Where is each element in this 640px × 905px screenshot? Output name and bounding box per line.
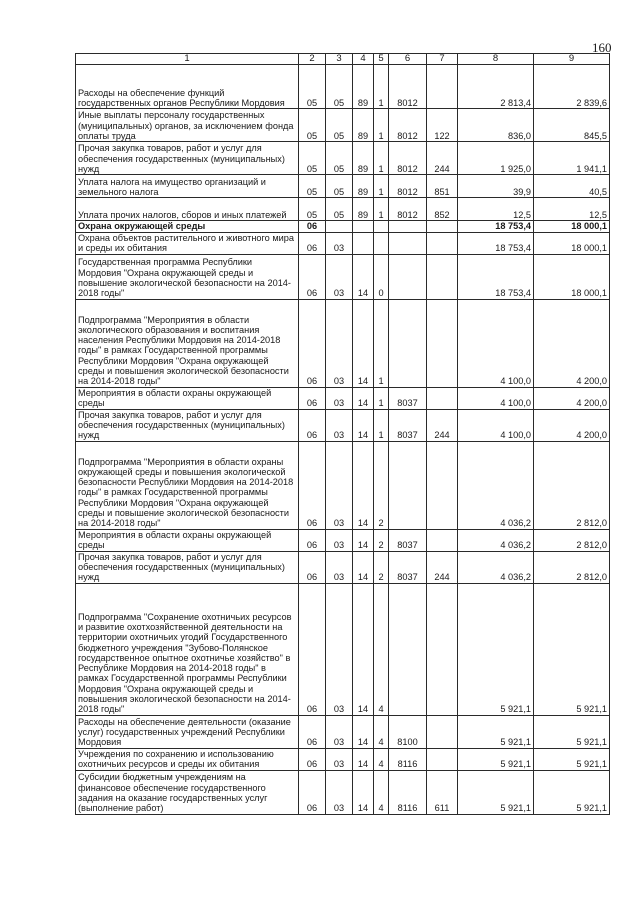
row-value-cell-9: 845,5	[534, 109, 610, 142]
row-value-cell-9: 2 812,0	[534, 529, 610, 551]
row-value-cell-4	[353, 221, 374, 232]
row-value-cell-8: 12,5	[458, 198, 534, 221]
row-value-cell-6: 8037	[389, 387, 427, 409]
row-value-cell-3: 05	[326, 142, 353, 175]
row-value-cell-5: 4	[374, 748, 389, 770]
row-value-cell-7	[427, 254, 458, 299]
table-row	[76, 175, 610, 198]
row-value-cell-9: 2 839,6	[534, 65, 610, 109]
row-value-cell-4: 89	[353, 65, 374, 109]
row-value-cell-2: 06	[299, 441, 326, 529]
table-row	[76, 254, 610, 299]
row-name-cell: Охрана объектов растительного и животного мира и среды их обитания	[76, 232, 299, 254]
row-value-cell-9: 2 812,0	[534, 551, 610, 583]
row-value-cell-8: 5 921,1	[458, 748, 534, 770]
row-value-cell-7: 244	[427, 142, 458, 175]
row-value-cell-6: 8012	[389, 109, 427, 142]
row-value-cell-4: 14	[353, 299, 374, 387]
row-value-cell-9: 5 921,1	[534, 770, 610, 814]
row-value-cell-8: 4 100,0	[458, 409, 534, 441]
row-name-cell: Прочая закупка товаров, работ и услуг для обеспечения государственных (муниципальных) нужд	[76, 409, 299, 441]
row-value-cell-5: 0	[374, 254, 389, 299]
row-value-cell-3: 03	[326, 551, 353, 583]
row-value-cell-6	[389, 232, 427, 254]
row-value-cell-2: 06	[299, 715, 326, 748]
table-row	[76, 551, 610, 583]
row-value-cell-5: 1	[374, 175, 389, 198]
row-name-cell: Подпрограмма "Мероприятия в области экологического образования и воспитания населения Республики Мордовия на 2014-2018 годы" в рамках Государственной программы Республики Мордовия "Охрана окружающей среды и повышения экологической безопасности на 2014-2018 годы"	[76, 299, 299, 387]
row-value-cell-6: 8012	[389, 198, 427, 221]
row-value-cell-2: 06	[299, 529, 326, 551]
table-row	[76, 387, 610, 409]
row-value-cell-2: 06	[299, 387, 326, 409]
row-value-cell-4: 14	[353, 529, 374, 551]
row-value-cell-6: 8012	[389, 175, 427, 198]
row-value-cell-9: 4 200,0	[534, 409, 610, 441]
row-value-cell-4: 14	[353, 770, 374, 814]
row-name-cell: Расходы на обеспечение функций государственных органов Республики Мордовия	[76, 65, 299, 109]
table-row	[76, 409, 610, 441]
row-name-cell: Прочая закупка товаров, работ и услуг для обеспечения государственных (муниципальных) нужд	[76, 551, 299, 583]
row-value-cell-7	[427, 583, 458, 715]
row-value-cell-3: 03	[326, 748, 353, 770]
row-value-cell-6: 8012	[389, 65, 427, 109]
table-row	[76, 109, 610, 142]
row-value-cell-5: 1	[374, 142, 389, 175]
row-value-cell-4: 89	[353, 198, 374, 221]
row-value-cell-8: 5 921,1	[458, 583, 534, 715]
table-row	[76, 770, 610, 814]
row-value-cell-7: 244	[427, 409, 458, 441]
row-value-cell-8: 5 921,1	[458, 770, 534, 814]
row-name-cell: Уплата налога на имущество организаций и земельного налога	[76, 175, 299, 198]
row-value-cell-6: 8037	[389, 529, 427, 551]
row-value-cell-7	[427, 748, 458, 770]
row-value-cell-7	[427, 715, 458, 748]
row-name-cell: Иные выплаты персоналу государственных (муниципальных) органов, за исключением фонда оплаты труда	[76, 109, 299, 142]
row-value-cell-3: 03	[326, 387, 353, 409]
header-cell: 9	[534, 54, 610, 65]
row-value-cell-3: 03	[326, 232, 353, 254]
row-value-cell-2: 06	[299, 409, 326, 441]
row-value-cell-3	[326, 221, 353, 232]
row-name-cell: Охрана окружающей среды	[76, 221, 299, 232]
row-value-cell-7: 852	[427, 198, 458, 221]
table-row	[76, 198, 610, 221]
row-value-cell-2: 06	[299, 748, 326, 770]
row-value-cell-6: 8116	[389, 770, 427, 814]
row-value-cell-7: 122	[427, 109, 458, 142]
row-value-cell-6: 8012	[389, 142, 427, 175]
row-name-cell: Подпрограмма "Сохранение охотничьих ресурсов и развитие охотхозяйственной деятельности на территории охотничьих угодий Государственного бюджетного учреждения "Зубово-Полянское государственное опытное охотничье хозяйство" в Республике Мордовия на 2014-2018 годы" в рамках Государственной программы Республики Мордовия "Охрана окружающей среды и повышения экологической безопасности на 2014-2018 годы"	[76, 583, 299, 715]
row-value-cell-4: 89	[353, 142, 374, 175]
row-value-cell-9: 1 941,1	[534, 142, 610, 175]
row-value-cell-2: 06	[299, 254, 326, 299]
row-value-cell-9: 18 000,1	[534, 232, 610, 254]
header-cell: 3	[326, 54, 353, 65]
row-value-cell-7: 244	[427, 551, 458, 583]
page-number: 160	[592, 40, 612, 55]
row-value-cell-9: 2 812,0	[534, 441, 610, 529]
row-value-cell-4: 14	[353, 409, 374, 441]
row-name-cell: Мероприятия в области охраны окружающей среды	[76, 387, 299, 409]
table-row	[76, 65, 610, 109]
row-value-cell-9: 5 921,1	[534, 583, 610, 715]
row-name-cell: Прочая закупка товаров, работ и услуг для обеспечения государственных (муниципальных) нужд	[76, 142, 299, 175]
row-value-cell-3: 03	[326, 441, 353, 529]
table-row	[76, 142, 610, 175]
row-value-cell-5: 1	[374, 198, 389, 221]
row-value-cell-4: 14	[353, 254, 374, 299]
row-value-cell-2: 05	[299, 65, 326, 109]
row-value-cell-8: 1 925,0	[458, 142, 534, 175]
row-value-cell-7	[427, 441, 458, 529]
row-value-cell-9: 18 000,1	[534, 221, 610, 232]
row-value-cell-6	[389, 254, 427, 299]
row-value-cell-9: 5 921,1	[534, 748, 610, 770]
row-value-cell-7	[427, 65, 458, 109]
row-value-cell-2: 06	[299, 583, 326, 715]
row-value-cell-3: 03	[326, 583, 353, 715]
row-value-cell-5: 2	[374, 529, 389, 551]
row-value-cell-2: 06	[299, 770, 326, 814]
row-value-cell-3: 03	[326, 299, 353, 387]
row-value-cell-8: 18 753,4	[458, 254, 534, 299]
row-value-cell-3: 03	[326, 770, 353, 814]
row-value-cell-8: 4 036,2	[458, 551, 534, 583]
row-value-cell-3: 05	[326, 65, 353, 109]
row-value-cell-7	[427, 221, 458, 232]
row-value-cell-9: 12,5	[534, 198, 610, 221]
header-cell: 7	[427, 54, 458, 65]
row-value-cell-2: 06	[299, 232, 326, 254]
row-value-cell-8: 18 753,4	[458, 221, 534, 232]
row-value-cell-8: 5 921,1	[458, 715, 534, 748]
header-cell: 2	[299, 54, 326, 65]
row-value-cell-6: 8100	[389, 715, 427, 748]
row-value-cell-5: 1	[374, 109, 389, 142]
row-value-cell-6	[389, 299, 427, 387]
row-value-cell-5: 2	[374, 551, 389, 583]
table-row	[76, 232, 610, 254]
row-value-cell-8: 2 813,4	[458, 65, 534, 109]
row-value-cell-2: 06	[299, 299, 326, 387]
row-value-cell-7: 611	[427, 770, 458, 814]
row-value-cell-3: 03	[326, 715, 353, 748]
row-value-cell-5	[374, 221, 389, 232]
row-value-cell-9: 4 200,0	[534, 387, 610, 409]
row-value-cell-5: 4	[374, 715, 389, 748]
row-value-cell-4	[353, 232, 374, 254]
row-value-cell-7	[427, 529, 458, 551]
row-value-cell-9: 4 200,0	[534, 299, 610, 387]
row-value-cell-9: 5 921,1	[534, 715, 610, 748]
row-value-cell-3: 03	[326, 529, 353, 551]
row-value-cell-3: 03	[326, 254, 353, 299]
row-value-cell-2: 05	[299, 175, 326, 198]
row-value-cell-8: 4 036,2	[458, 529, 534, 551]
row-value-cell-6	[389, 221, 427, 232]
table-row	[76, 529, 610, 551]
row-value-cell-5: 1	[374, 409, 389, 441]
header-cell: 6	[389, 54, 427, 65]
row-value-cell-4: 14	[353, 441, 374, 529]
row-value-cell-4: 89	[353, 175, 374, 198]
row-value-cell-4: 14	[353, 748, 374, 770]
row-value-cell-8: 18 753,4	[458, 232, 534, 254]
row-value-cell-4: 89	[353, 109, 374, 142]
row-value-cell-9: 40,5	[534, 175, 610, 198]
row-value-cell-5	[374, 232, 389, 254]
row-name-cell: Уплата прочих налогов, сборов и иных платежей	[76, 198, 299, 221]
table-row	[76, 221, 610, 232]
row-value-cell-5: 1	[374, 387, 389, 409]
row-value-cell-5: 2	[374, 441, 389, 529]
row-value-cell-8: 4 036,2	[458, 441, 534, 529]
header-cell: 4	[353, 54, 374, 65]
row-value-cell-3: 05	[326, 198, 353, 221]
row-value-cell-8: 4 100,0	[458, 387, 534, 409]
row-value-cell-8: 836,0	[458, 109, 534, 142]
row-name-cell: Мероприятия в области охраны окружающей среды	[76, 529, 299, 551]
table-row	[76, 715, 610, 748]
table-row	[76, 299, 610, 387]
row-value-cell-8: 39,9	[458, 175, 534, 198]
row-name-cell: Подпрограмма "Мероприятия в области охраны окружающей среды и повышения экологической безопасности Республики Мордовия на 2014-2018 годы" в рамках Государственной программы Республики Мордовия "Охрана окружающей среды и повышение экологической безопасности на 2014-2018 годы"	[76, 441, 299, 529]
row-value-cell-2: 06	[299, 551, 326, 583]
row-value-cell-2: 05	[299, 198, 326, 221]
row-value-cell-5: 4	[374, 583, 389, 715]
row-value-cell-6	[389, 583, 427, 715]
header-row	[76, 54, 610, 65]
row-name-cell: Расходы на обеспечение деятельности (оказание услуг) государственных учреждений Республики Мордовия	[76, 715, 299, 748]
row-value-cell-7	[427, 299, 458, 387]
budget-table	[75, 53, 610, 815]
row-value-cell-2: 06	[299, 221, 326, 232]
row-value-cell-6: 8037	[389, 409, 427, 441]
row-value-cell-5: 4	[374, 770, 389, 814]
row-value-cell-6: 8037	[389, 551, 427, 583]
row-value-cell-4: 14	[353, 387, 374, 409]
row-value-cell-6	[389, 441, 427, 529]
header-cell: 8	[458, 54, 534, 65]
row-value-cell-4: 14	[353, 583, 374, 715]
table-row	[76, 583, 610, 715]
row-value-cell-4: 14	[353, 715, 374, 748]
row-value-cell-2: 05	[299, 109, 326, 142]
table-row	[76, 441, 610, 529]
row-value-cell-3: 05	[326, 175, 353, 198]
row-value-cell-5: 1	[374, 299, 389, 387]
row-value-cell-7	[427, 387, 458, 409]
row-value-cell-3: 05	[326, 109, 353, 142]
table-row	[76, 748, 610, 770]
row-name-cell: Государственная программа Республики Мордовия "Охрана окружающей среды и повышение экологической безопасности на 2014-2018 годы"	[76, 254, 299, 299]
row-value-cell-6: 8116	[389, 748, 427, 770]
row-value-cell-9: 18 000,1	[534, 254, 610, 299]
row-value-cell-7	[427, 232, 458, 254]
row-value-cell-7: 851	[427, 175, 458, 198]
row-value-cell-4: 14	[353, 551, 374, 583]
header-cell: 1	[76, 54, 299, 65]
header-cell: 5	[374, 54, 389, 65]
row-name-cell: Субсидии бюджетным учреждениям на финансовое обеспечение государственного задания на оказание государственных услуг (выполнение работ)	[76, 770, 299, 814]
row-value-cell-3: 03	[326, 409, 353, 441]
row-name-cell: Учреждения по сохранению и использованию охотничьих ресурсов и среды их обитания	[76, 748, 299, 770]
row-value-cell-8: 4 100,0	[458, 299, 534, 387]
row-value-cell-5: 1	[374, 65, 389, 109]
row-value-cell-2: 05	[299, 142, 326, 175]
